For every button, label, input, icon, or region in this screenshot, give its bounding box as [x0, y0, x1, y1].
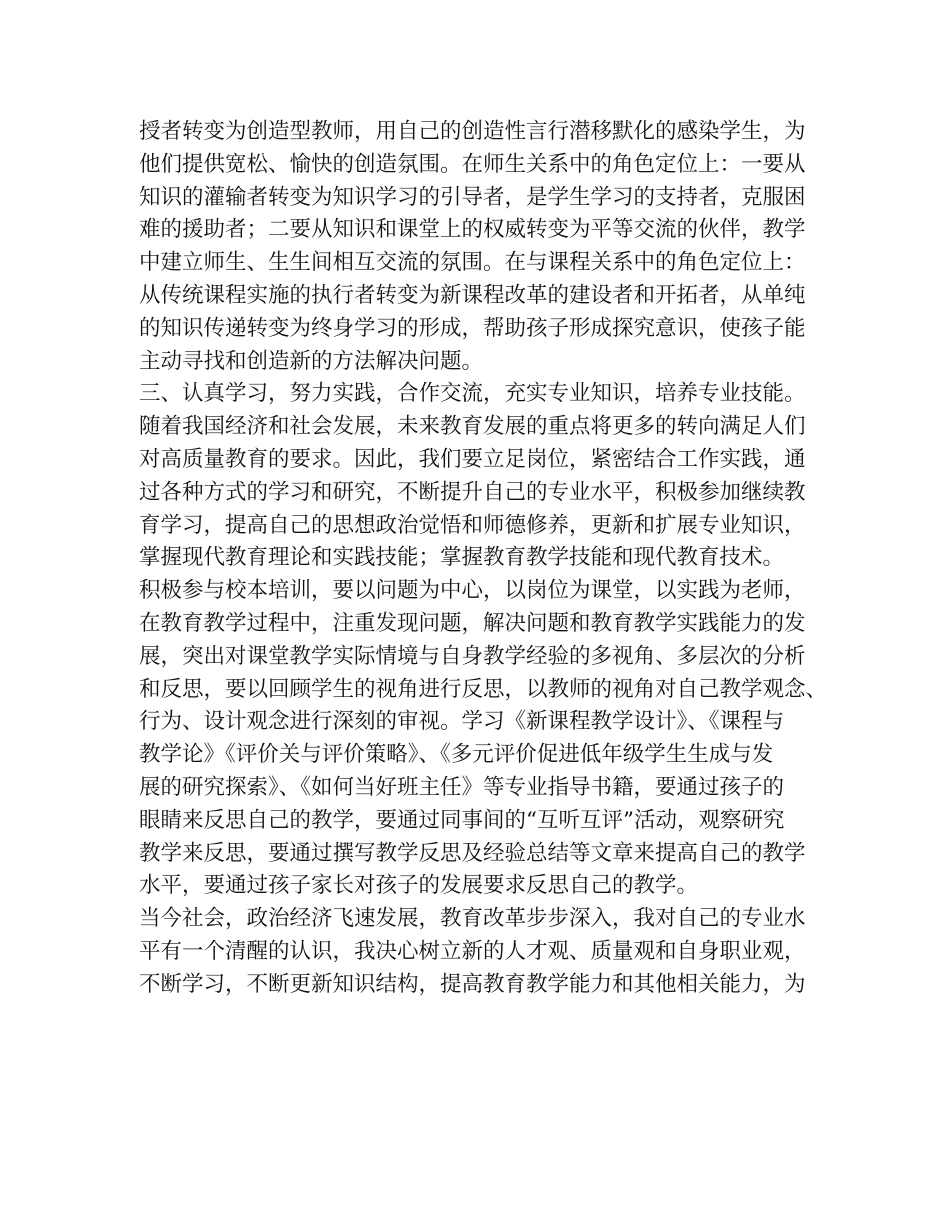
text-line: 授者转变为创造型教师，用自己的创造性言行潜移默化的感染学生，为 — [139, 119, 806, 144]
text-line: 他们提供宽松、愉快的创造氛围。在师生关系中的角色定位上：一要从 — [139, 151, 806, 177]
text-line: 和反思，要以回顾学生的视角进行反思，以教师的视角对自己教学观念、 — [139, 676, 828, 702]
text-line: 主动寻找和创造新的方法解决问题。 — [139, 348, 484, 374]
text-line: 掌握现代教育理论和实践技能；掌握教育教学技能和现代教育技术。 — [139, 545, 785, 571]
text-line: 的知识传递转变为终身学习的形成，帮助孩子形成探究意识，使孩子能 — [139, 315, 806, 341]
text-line: 知识的灌输者转变为知识学习的引导者，是学生学习的支持者，克服困 — [139, 184, 806, 210]
text-line: 随着我国经济和社会发展，未来教育发展的重点将更多的转向满足人们 — [139, 414, 806, 440]
text-line: 展的研究探索》、《如何当好班主任》等专业指导书籍，要通过孩子的 — [139, 774, 785, 800]
text-line: 对高质量教育的要求。因此，我们要立足岗位，紧密结合工作实践，通 — [139, 446, 806, 472]
section-heading: 三、认真学习，努力实践，合作交流，充实专业知识，培养专业技能。 — [139, 381, 806, 407]
text-line: 从传统课程实施的执行者转变为新课程改革的建设者和开拓者，从单纯 — [139, 282, 806, 308]
text-line: 平有一个清醒的认识，我决心树立新的人才观、质量观和自身职业观， — [139, 938, 806, 964]
text-line: 行为、设计观念进行深刻的审视。学习《新课程教学设计》、《课程与 — [139, 709, 785, 735]
text-line: 水平，要通过孩子家长对孩子的发展要求反思自己的教学。 — [139, 873, 699, 899]
text-line: 不断学习，不断更新知识结构，提高教育教学能力和其他相关能力，为 — [139, 971, 806, 997]
text-line: 教学来反思，要通过撰写教学反思及经验总结等文章来提高自己的教学 — [139, 840, 806, 866]
text-line: 在教育教学过程中，注重发现问题，解决问题和教育教学实践能力的发 — [139, 610, 806, 636]
text-line: 展，突出对课堂教学实际情境与自身教学经验的多视角、多层次的分析 — [139, 643, 806, 669]
text-line: 当今社会，政治经济飞速发展，教育改革步步深入，我对自己的专业水 — [139, 906, 806, 932]
text-line: 眼睛来反思自己的教学，要通过同事间的“互听互评”活动，观察研究 — [139, 807, 785, 833]
text-line: 中建立师生、生生间相互交流的氛围。在与课程关系中的角色定位上： — [139, 250, 806, 276]
text-line: 过各种方式的学习和研究，不断提升自己的专业水平，积极参加继续教 — [139, 479, 806, 505]
text-line: 教学论》《评价关与评价策略》、《多元评价促进低年级学生生成与发 — [139, 742, 774, 768]
text-line: 积极参与校本培训，要以问题为中心，以岗位为课堂，以实践为老师， — [139, 578, 806, 604]
text-line: 难的援助者；二要从知识和课堂上的权威转变为平等交流的伙伴，教学 — [139, 217, 806, 243]
body-text — [139, 116, 829, 1002]
text-line: 育学习，提高自己的思想政治觉悟和师德修养，更新和扩展专业知识， — [139, 512, 806, 538]
